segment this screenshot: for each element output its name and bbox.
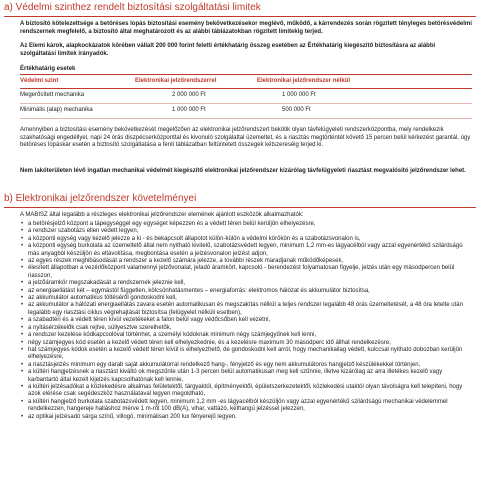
table-row-rule [20,103,472,104]
section-b-intro: A MABISZ által legalább a részleges elektronikai jelzőrendszer elemének ajánlott eszközök alkalmazhatók: [20,212,304,218]
section-b-rule [4,207,476,208]
table-header-row [20,76,472,87]
list-item: • a riasztásjelzés minimum egy darab saját akkumulátorral rendelkező hang-, fényjelző és egy nem akkumulátoros hangjelző készülékekkel történjen, [20,362,472,369]
list-item: • az egyes részek meghibásodását a rendszer a kezelő számára jelezze, a további részek maradjanak működőképesek, [20,258,472,265]
list-item: • az akkumulátor a hálózati energiaellátás zavara esetén automatikusan és megszakítás nélkül a teljes rendszer legalább 48 órás üzemeltetését, a 48 óra letelte után legalább egy riasztási ciklus végrehajtását biztosítsa (felügyelet nélküli esetben), [20,302,472,317]
table-cell: 1 000 000 Ft [282,92,316,98]
table-header-cell: Elektronikai jelzőrendszerrel [135,78,217,84]
table-cell: 1 000 000 Ft [172,107,206,113]
list-item: • élesített állapotban a vezérlőközpont valamennyi jelzővonalat, jeladó áramkört, kapcsoló - berendezést folyamatosan figyelje, jelzés után egy másodpercen belül riasszon, [20,265,472,280]
table-header-rule [20,88,472,89]
table-cell: 500 000 Ft [282,107,311,113]
table-cell: Minimális (alap) mechanika [20,107,93,113]
list-item: • a betörésjelző központ a tápegységgel egy egységet képezzen és a védett téren belül kerüljön elhelyezésre, [20,221,472,228]
table-cell: Megerősített mechanika [20,92,85,98]
list-item: • a kültéri hangjelző burkolata szabotázsvédett legyen, minimum 1,2 mm -es lágyacélból készüljön vagy azzal egyenértékű szilárdságú mechanikai védelemmel rendelkezzen, hangereje halláshoz mérve 1 m-ről 100 dB(A), vihar, vattázó, kéthangú jelzéssel jelezzen, [20,399,472,414]
table-row [20,90,472,101]
table-cell: 2 000 000 Ft [172,92,206,98]
list-item: • az akkumulátor automatikus töltéséről gondoskodni kell, [20,295,472,302]
section-a-title: a) Védelmi szinthez rendelt biztosítási szolgáltatási limitek [4,2,261,13]
requirements-list [20,221,472,421]
list-item: • a nyitásérzékelők csak rejtve, süllyesztve szerelhetők, [20,325,472,332]
section-a-intro: A biztosító kötelezettsége a betöréses lopás biztosítási esemény bekövetkezésekor meglévő, működő, a kárrendezés során rögzített tényleges betörésvédelmi rendszernek megfelelő, a biztosító által meghatározott és az alábbi táblázatokban rögzített limitekig terjed. [20,21,472,35]
limits-table [20,74,472,122]
list-item: • a jelzőáramkör megszakadását a rendszernek jeleznie kell, [20,280,472,287]
list-item: • az optikai jelzésadó sárga színű, villogó, minimálisan 200 lux fényerejű legyen. [20,414,472,421]
section-a-paragraph: Amennyiben a biztosítási esemény bekövetkezését megelőzően az elektronikai jelzőrendszert bekötik olyan távfelügyeleti rendszerközpontba, mely rendelkezik szakhatósági engedéllyel, napi 24 órás diszpécserközponttal és kivonuló szolgálattal üzemeltet, és a riasztás megtörténtét követő 15 percen belül kérkezést garantál, úgy betöréses lopáskár esetén a biztosító szolgáltatása a fenti táblázatban feltüntetett összegek kétszereséig terjed ki. [20,127,471,149]
list-item: • hat számjegyes kódok esetén a kezelő védett téren kívül is elhelyezhető, de gondoskodni kell arról, hogy mechanikailag védett, kulccsal nyitható dobozban kerüljön elhelyezésre, [20,347,472,362]
table-title: Értékhatárig esetek [20,66,76,72]
section-b-title: b) Elektronikai jelzőrendszer követelményei [4,193,197,204]
table-bottom-rule [20,118,472,119]
list-item: • a központi egység burkolata az üzemeltető által nem nyitható kivitelű, szabotázsvédett legyen, minimum 1,2 mm-es lágyacélból vagy azzal egyenértékű szilárdságú más anyagból készüljön és eltávolítása, megbontása esetén a jelzésvonalon jelzést adjon, [20,243,472,258]
table-row [20,105,472,116]
list-item: • a kültéri hangjelzésnek a riasztást kiváltó ok megszűnte után 1-3 percen belül automatikusan meg kell szűnnie, illetve kizárólag az arra illetékes kezelő vagy karbantartó által kezelt kijelzés kapcsolhatónak kell lennie, [20,369,472,384]
list-item: • a rendszer kezelése kódkapcsolóval történhet, a személyi kódoknak minimum négy számjegyűnek kell lenni, [20,332,472,339]
section-a-note: Nem lakóterületen lévő ingatlan mechanikai védelmét kiegészítő elektronikai jelzőrendszer kizárólag távfelügyeleti riasztást megvalósító jelzőrendszer lehet. [20,168,466,174]
section-a-elemi: Az Elemi károk, alapkockázatok körében vállalt 200 000 forint feletti értékhatárig összeg esetében az Értékhatárig kiegészítő biztosításra az alábbi szolgáltatási limitek irányadók. [20,43,436,57]
table-header-cell: Elektronikai jelzőrendszer nélkül [257,78,351,84]
list-item: • a szabadtéri és a védett téren kívül vezetékeket a falon belül vagy védőcsőben kell vezetni, [20,317,472,324]
list-item: • a központi egység vagy kezelő jelezze a ki - és bekapcsolt állapotot külön-külön a védelmi körökön és a szabotázsvonalon is, [20,236,472,243]
list-item: • a kültéri jelzésadókat a közlekedésre alkalmas felületektől, tárgyaktól, építményektől, épületszerkezetektől, közlekedési utaktól olyan távolságra kell telepíteni, hogy azok elérése csak segédeszköz használatával legyen megoldható, [20,384,472,399]
table-header-cell: Védelmi szint [20,78,59,84]
table-top-rule [20,74,472,75]
list-item: • az energiaellátást két – egymástól független, kölcsönhatásmentes – energiaforrás: elektromos hálózat és akkumulátor biztosítsa, [20,288,472,295]
section-a-rule [4,16,476,17]
list-item: • négy számjegyes kód esetén a kezelő védett téren kell elhelyezkednie, és a kezelésre maximum 30 másodperc idő állhat rendelkezésre, [20,340,472,347]
list-item: • a rendszer szabotázs ellen védett legyen, [20,228,472,235]
